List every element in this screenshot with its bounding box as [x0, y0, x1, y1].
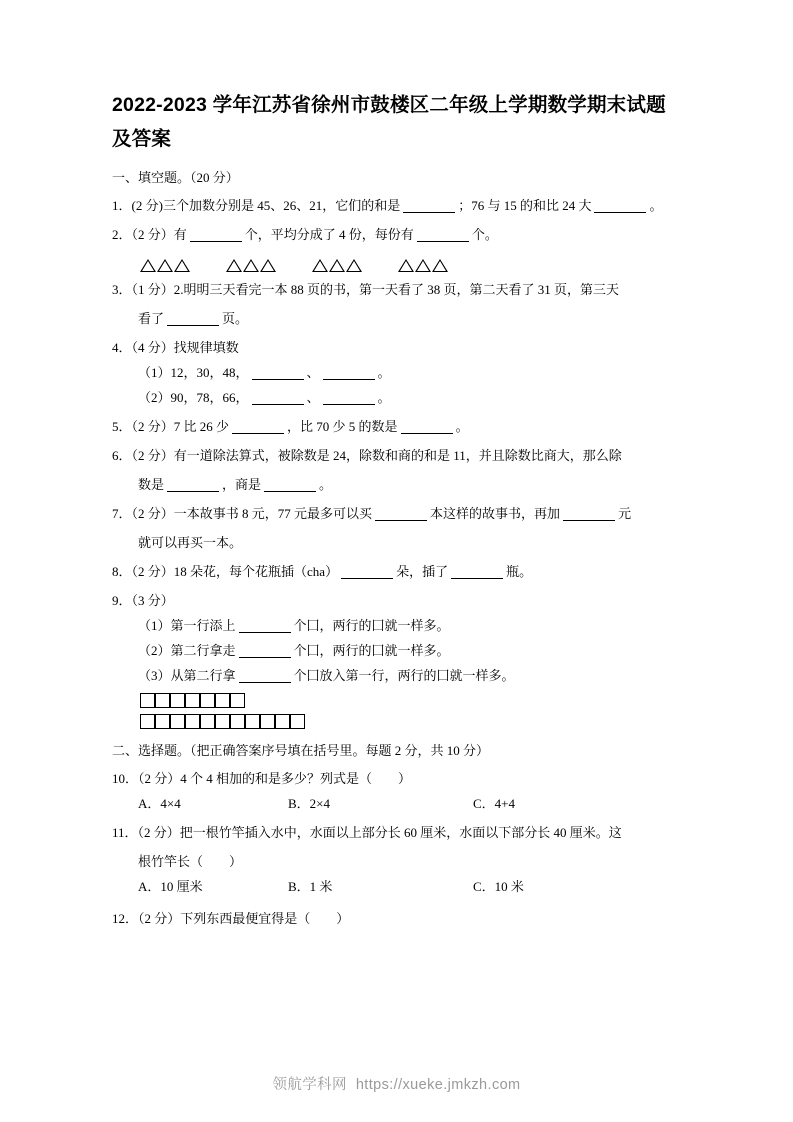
- question-3-line2: [112, 308, 681, 330]
- section-heading-multiple-choice: 二、选择题。（把正确答案序号填在括号里。每题 2 分，共 10 分）: [112, 743, 490, 758]
- question-6-text-a: 有一道除法算式，被除数是 24，除数和商的和是 11，并且除数比商大，那么除: [173, 448, 622, 463]
- square-icon: [230, 693, 245, 708]
- triangle-icon: [260, 259, 276, 272]
- question-8-number: 8．: [112, 564, 132, 579]
- question-7-text-c: 元: [618, 506, 632, 521]
- question-4-sub1-mid: 、: [306, 365, 320, 380]
- question-4-sub2-end: 。: [377, 390, 391, 405]
- question-5-score: （2 分）: [131, 419, 174, 434]
- question-9-sub3-b: 个囗放入第一行，两行的囗就一样多。: [293, 668, 515, 683]
- square-icon: [170, 714, 185, 729]
- question-5-text-c: 。: [455, 419, 469, 434]
- square-icon: [140, 693, 155, 708]
- question-4-score: （4 分）: [131, 340, 174, 355]
- triangle-icon: [174, 259, 190, 272]
- triangle-illustration: [112, 259, 681, 272]
- triangle-icon: [157, 259, 173, 272]
- option-b[interactable]: B．1 米: [288, 879, 333, 894]
- question-5-text-a: 7 比 26 少: [173, 419, 230, 434]
- answer-blank[interactable]: [252, 390, 304, 405]
- question-11-text-c: ）: [229, 854, 243, 869]
- question-12-text-b: ）: [336, 911, 350, 926]
- triangle-group: [226, 259, 276, 272]
- answer-blank[interactable]: [239, 618, 291, 633]
- question-7-line2: [112, 532, 681, 554]
- square-icon: [185, 714, 200, 729]
- square-icon: [185, 693, 200, 708]
- question-6-text-c: ，商是: [222, 477, 262, 492]
- question-6-line2: [112, 474, 681, 496]
- question-9-sub3: [112, 665, 681, 687]
- question-1-text-a: 三个加数分别是 45、26、21，它们的和是: [162, 198, 401, 213]
- question-10-text-b: ）: [398, 771, 412, 786]
- question-7: [112, 503, 681, 525]
- question-1: [112, 195, 681, 217]
- question-6: [112, 445, 681, 467]
- question-1-text-b: ；76 与 15 的和比 24 大: [458, 198, 592, 213]
- question-9-sub1: [112, 615, 681, 637]
- answer-blank[interactable]: [323, 390, 375, 405]
- question-3-number: 3．: [112, 282, 132, 297]
- question-4-sub1-end: 。: [377, 365, 391, 380]
- question-8-text-b: 朵，插了: [396, 564, 449, 579]
- question-12-text-a: 下列东西最便宜得是（: [180, 911, 311, 926]
- option-a[interactable]: A．10 厘米: [138, 879, 203, 894]
- triangle-icon: [432, 259, 448, 272]
- option-c[interactable]: C．10 米: [473, 879, 524, 894]
- question-2-text-a: 有: [173, 227, 187, 242]
- question-9-sub1-a: （1）第一行添上: [138, 618, 236, 633]
- question-10-options: [112, 793, 681, 815]
- question-11-score: （2 分）: [137, 825, 180, 840]
- question-3-text-b: 看了: [138, 311, 165, 326]
- square-icon: [155, 693, 170, 708]
- question-4: [112, 337, 681, 359]
- question-11-line2: [112, 851, 681, 873]
- question-2-text-b: 个，平均分成了 4 份，每份有: [244, 227, 414, 242]
- question-11: [112, 822, 681, 844]
- question-2: [112, 224, 681, 246]
- answer-blank[interactable]: [323, 365, 375, 380]
- question-3-score: （1 分）: [131, 282, 174, 297]
- answer-blank[interactable]: [167, 477, 219, 492]
- question-7-number: 7．: [112, 506, 132, 521]
- footer-brand: 领航学科网: [272, 1077, 347, 1093]
- square-icon: [155, 714, 170, 729]
- triangle-icon: [346, 259, 362, 272]
- question-7-text-d: 就可以再买一本。: [138, 535, 243, 550]
- square-icon: [260, 714, 275, 729]
- question-9-sub2-a: （2）第二行拿走: [138, 643, 236, 658]
- question-9-sub1-b: 个囗，两行的囗就一样多。: [293, 618, 450, 633]
- question-8-text-c: 瓶。: [506, 564, 533, 579]
- triangle-icon: [329, 259, 345, 272]
- section-heading-fill-in-blanks: 一、填空题。（20 分）: [112, 170, 239, 185]
- question-11-text-b: 根竹竿长（: [138, 854, 204, 869]
- triangle-icon: [398, 259, 414, 272]
- square-icon: [230, 714, 245, 729]
- square-icon: [170, 693, 185, 708]
- question-4-sub2-label: （2）90，78，66，: [138, 390, 249, 405]
- question-1-score: (2 分): [131, 198, 163, 213]
- question-1-text-c: 。: [649, 198, 663, 213]
- question-4-text-a: 找规律填数: [173, 340, 239, 355]
- question-8: [112, 561, 681, 583]
- question-3: [112, 279, 681, 301]
- question-10-text-a: 4 个 4 相加的和是多少？列式是（: [180, 771, 373, 786]
- question-11-options: [112, 876, 681, 898]
- question-10: [112, 768, 681, 790]
- square-icon: [140, 714, 155, 729]
- question-12-number: 12．: [112, 911, 139, 926]
- square-icon: [290, 714, 305, 729]
- footer-watermark: [0, 1073, 793, 1094]
- question-3-text-c: 页。: [222, 311, 249, 326]
- triangle-group: [312, 259, 362, 272]
- answer-blank[interactable]: [563, 506, 615, 521]
- question-11-text-a: 把一根竹竿插入水中，水面以上部分长 60 厘米，水面以下部分长 40 厘米。这: [179, 825, 622, 840]
- question-2-number: 2．: [112, 227, 132, 242]
- question-3-text-a: 2.明明三天看完一本 88 页的书，第一天看了 38 页，第二天看了 31 页，第三天: [173, 282, 620, 297]
- answer-blank[interactable]: [190, 227, 242, 242]
- option-a[interactable]: A．4×4: [138, 796, 181, 811]
- answer-blank[interactable]: [239, 668, 291, 683]
- question-6-number: 6．: [112, 448, 132, 463]
- question-4-sub1: [112, 362, 681, 384]
- question-9-score: （3 分）: [131, 593, 174, 608]
- option-b[interactable]: B．2×4: [288, 796, 331, 811]
- question-6-score: （2 分）: [131, 448, 174, 463]
- square-row-first: [112, 693, 681, 708]
- square-icon: [200, 714, 215, 729]
- square-icon: [200, 693, 215, 708]
- square-row-second: [112, 714, 681, 729]
- question-4-number: 4．: [112, 340, 132, 355]
- triangle-group: [398, 259, 448, 272]
- question-10-score: （2 分）: [138, 771, 181, 786]
- question-9-sub2: [112, 640, 681, 662]
- question-1-number: 1．: [112, 198, 132, 213]
- page-title: 2022-2023 学年江苏省徐州市鼓楼区二年级上学期数学期末试题及答案: [112, 94, 666, 150]
- question-5-number: 5．: [112, 419, 132, 434]
- answer-blank[interactable]: [594, 198, 646, 213]
- question-5: [112, 416, 681, 438]
- triangle-icon: [140, 259, 156, 272]
- question-7-text-a: 一本故事书 8 元，77 元最多可以买: [173, 506, 373, 521]
- question-8-score: （2 分）: [131, 564, 174, 579]
- question-6-text-d: 。: [319, 477, 333, 492]
- question-9-number: 9．: [112, 593, 132, 608]
- question-4-sub2-mid: 、: [306, 390, 320, 405]
- answer-blank[interactable]: [451, 564, 503, 579]
- triangle-icon: [415, 259, 431, 272]
- answer-blank[interactable]: [401, 419, 453, 434]
- answer-blank[interactable]: [403, 198, 455, 213]
- question-12-score: （2 分）: [138, 911, 181, 926]
- answer-blank[interactable]: [232, 419, 284, 434]
- triangle-icon: [243, 259, 259, 272]
- question-10-number: 10．: [112, 771, 139, 786]
- question-7-score: （2 分）: [131, 506, 174, 521]
- question-5-text-b: ，比 70 少 5 的数是: [287, 419, 398, 434]
- question-12: [112, 908, 681, 930]
- question-11-number: 11．: [112, 825, 138, 840]
- answer-blank[interactable]: [417, 227, 469, 242]
- question-6-text-b: 数是: [138, 477, 165, 492]
- square-icon: [215, 693, 230, 708]
- square-icon: [245, 714, 260, 729]
- question-9: [112, 590, 681, 612]
- triangle-icon: [312, 259, 328, 272]
- question-2-score: （2 分）: [131, 227, 174, 242]
- answer-blank[interactable]: [239, 643, 291, 658]
- answer-blank[interactable]: [252, 365, 304, 380]
- footer-url: https://xueke.jmkzh.com: [355, 1077, 521, 1093]
- question-7-text-b: 本这样的故事书，再加: [430, 506, 561, 521]
- answer-blank[interactable]: [167, 311, 219, 326]
- question-2-text-c: 个。: [471, 227, 498, 242]
- question-9-sub2-b: 个囗，两行的囗就一样多。: [293, 643, 450, 658]
- square-icon: [275, 714, 290, 729]
- triangle-icon: [226, 259, 242, 272]
- question-4-sub1-label: （1）12，30，48，: [138, 365, 249, 380]
- answer-blank[interactable]: [264, 477, 316, 492]
- option-c[interactable]: C．4+4: [473, 796, 516, 811]
- answer-blank[interactable]: [341, 564, 393, 579]
- question-4-sub2: [112, 387, 681, 409]
- square-icon: [215, 714, 230, 729]
- question-9-sub3-a: （3）从第二行拿: [138, 668, 236, 683]
- question-8-text-a: 18 朵花，每个花瓶插（cha）: [173, 564, 339, 579]
- triangle-group: [140, 259, 190, 272]
- answer-blank[interactable]: [375, 506, 427, 521]
